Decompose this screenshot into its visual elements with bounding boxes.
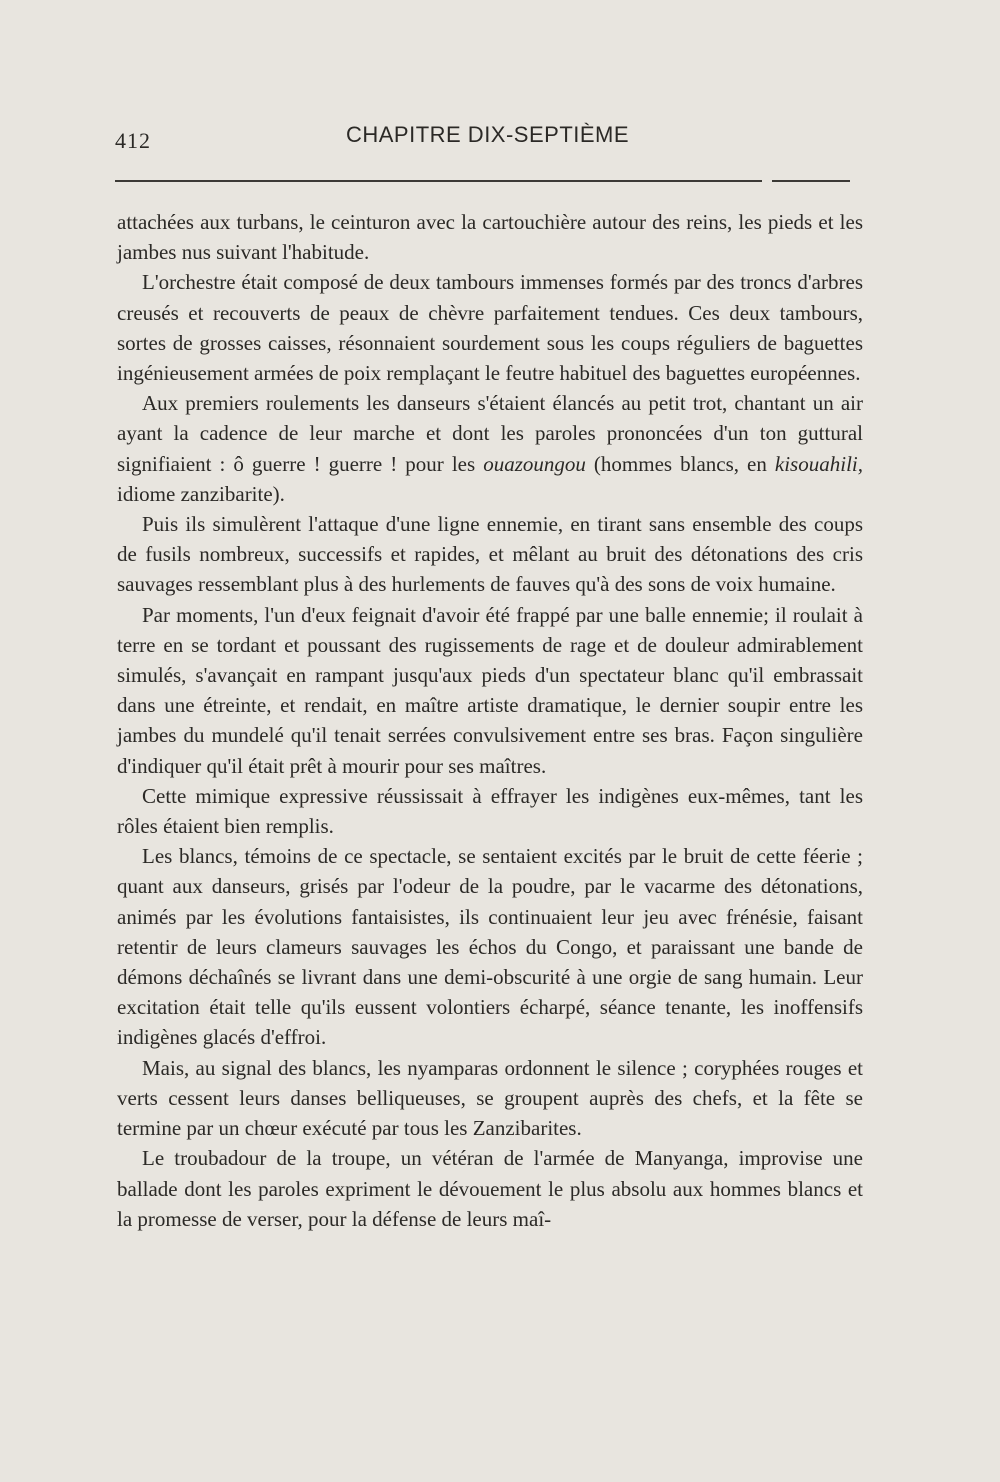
paragraph-moments: Par moments, l'un d'eux feignait d'avoir été frappé par une balle ennemie; il roulait à terre en se tordant et poussant des rugissements de rage et de douleur admirablement simulés, s'avançait en rampant jusqu'aux pieds d'un spectateur blanc qu'il embrassait dans une étreinte, et rendait, en maître artiste dramatique, le dernier soupir entre les jambes du mundelé qu'il tenait serrées convulsivement entre ses bras. Façon singulière d'indiquer qu'il était prêt à mourir pour ses maîtres. bbox=[117, 602, 863, 778]
header-rule bbox=[115, 180, 850, 182]
paragraph-text: idiome zanzibarite). bbox=[117, 481, 285, 506]
paragraph-signal: Mais, au signal des blancs, les nyamparas ordonnent le silence ; coryphées rouges et verts cessent leurs danses belliqueuses, se groupent auprès des chefs, et la fête se termine par un chœur exécuté par tous les Zanzibarites. bbox=[117, 1055, 863, 1141]
body-text bbox=[117, 207, 863, 1234]
paragraph-orchestra: L'orchestre était composé de deux tambours immenses formés par des troncs d'arbres creusés et recouverts de peaux de chèvre parfaitement tendues. Ces deux tambours, sortes de grosses caisses, résonnaient sourdement sous les coups réguliers de baguettes ingénieusement armées de poix remplaçant le feutre habituel des baguettes européennes. bbox=[117, 270, 863, 386]
paragraph-continued: attachées aux turbans, le ceinturon avec la cartouchière autour des reins, les pieds et les jambes nus suivant l'habitude. bbox=[117, 210, 863, 265]
paragraph-whites: Les blancs, témoins de ce spectacle, se sentaient excités par le bruit de cette féerie ; quant aux danseurs, grisés par l'odeur de la poudre, par le vacarme des détonations, animés par les évolutions fantaisistes, ils continuaient leur jeu avec frénésie, faisant retentir de leurs clameurs sauvages les échos du Congo, et paraissant une bande de démons déchaînés se livrant dans une demi-obscurité à une orgie de sang humain. Leur excitation était telle qu'ils eussent volontiers écharpé, séance tenante, les inoffensifs indigènes glacés d'effroi. bbox=[117, 844, 863, 1050]
paragraph-mimicry: Cette mimique expressive réussissait à effrayer les indigènes eux-mêmes, tant les rôles étaient bien remplis. bbox=[117, 783, 863, 839]
italic-term: ouazoungou bbox=[483, 451, 586, 476]
paragraph-text: Aux premiers roulements les danseurs s'étaient élancés au petit trot, chantant un air ayant la cadence de leur marche et dont les paroles prononcées d'un ton guttural signifiaient : ô guerre ! guerre ! pour les bbox=[117, 391, 863, 476]
page-number: 412 bbox=[115, 128, 151, 153]
paragraph-attack: Puis ils simulèrent l'attaque d'une ligne ennemie, en tirant sans ensemble des coups de fusils nombreux, successifs et rapides, et mêlant au bruit des détonations des cris sauvages ressemblant plus à des hurlements de fauves qu'à des sons de voix humaine. bbox=[117, 512, 863, 597]
paragraph-troubadour: Le troubadour de la troupe, un vétéran de l'armée de Manyanga, improvise une ballade dont les paroles expriment le dévouement le plus absolu aux hommes blancs et la promesse de verser, pour la défense de leurs maî- bbox=[117, 1146, 863, 1231]
italic-term: kisouahili, bbox=[774, 451, 863, 476]
paragraph-text: (hommes blancs, en bbox=[585, 451, 775, 476]
paragraph-first-rolls bbox=[117, 388, 863, 509]
running-head bbox=[115, 118, 860, 154]
header-rule-gap bbox=[762, 176, 772, 184]
chapter-title: CHAPITRE DIX-SEPTIÈME bbox=[345, 122, 630, 147]
